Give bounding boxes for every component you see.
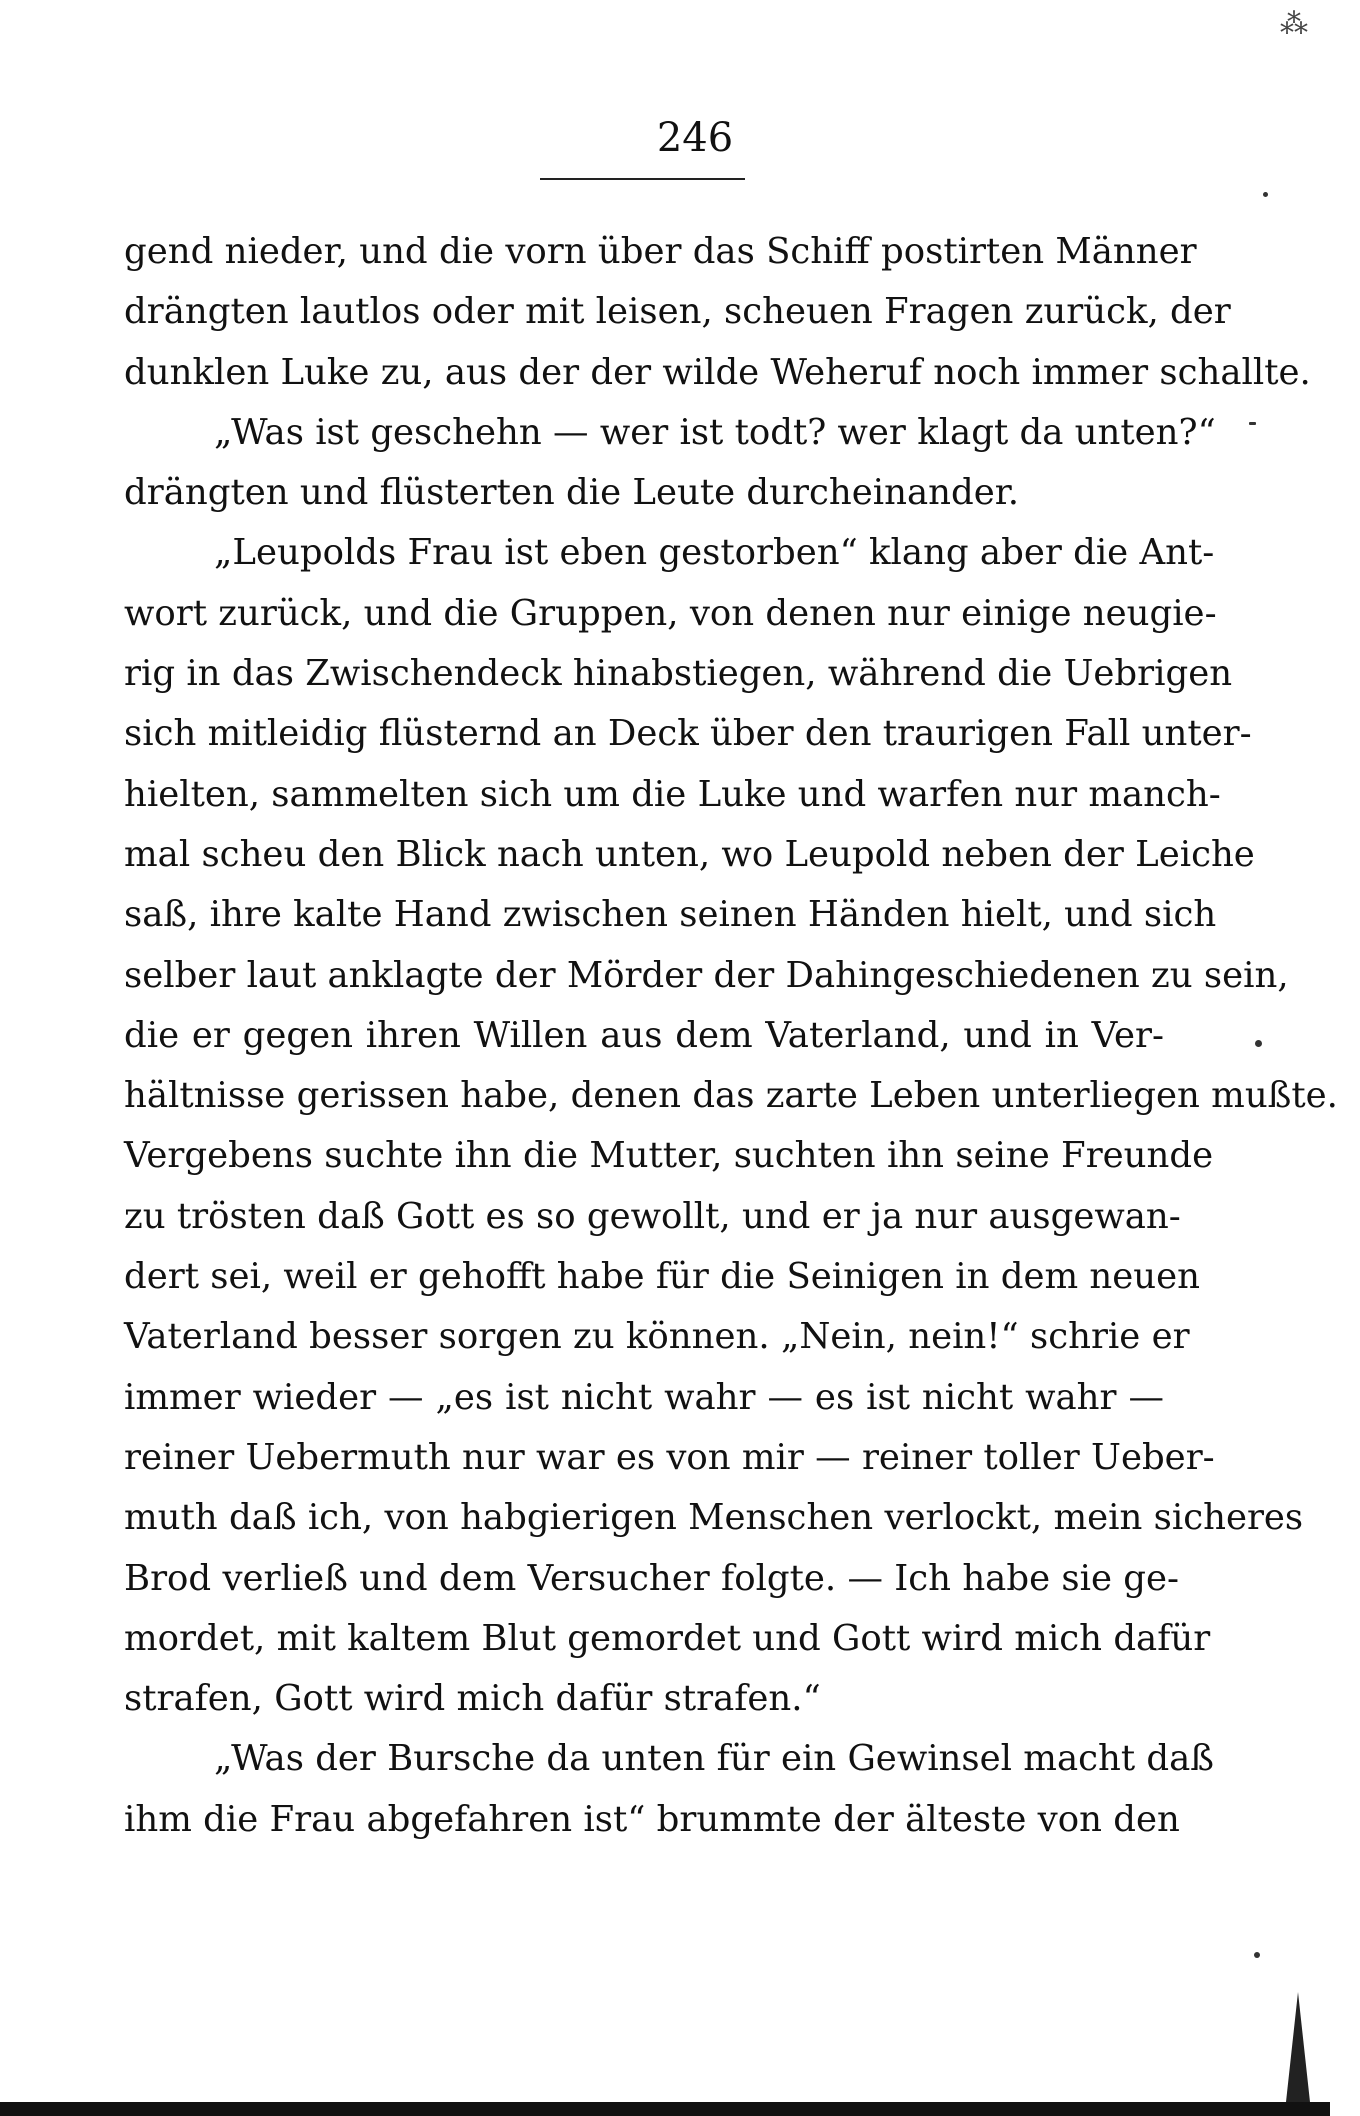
text-line: „Was ist geschehn — wer ist todt? wer klagt da unten?“: [214, 411, 1216, 453]
text-line: rig in das Zwischendeck hinabstiegen, während die Uebrigen: [124, 653, 1233, 695]
margin-speck: [1254, 1952, 1260, 1958]
text-line: saß, ihre kalte Hand zwischen seinen Händen hielt, und sich: [124, 894, 1217, 936]
text-line: reiner Uebermuth nur war es von mir — reiner toller Ueber-: [124, 1436, 1215, 1478]
text-line: drängten und flüsterten die Leute durcheinander.: [124, 472, 1020, 514]
text-line: drängten lautlos oder mit leisen, scheuen Fragen zurück, der: [124, 291, 1231, 333]
text-line: sich mitleidig flüsternd an Deck über den traurigen Fall unter-: [124, 713, 1252, 755]
text-line: hielten, sammelten sich um die Luke und warfen nur manch-: [124, 773, 1221, 815]
top-corner-ornament: ⁂: [1280, 7, 1308, 40]
text-line: muth daß ich, von habgierigen Menschen verlockt, mein sicheres: [124, 1497, 1304, 1539]
text-line: dunklen Luke zu, aus der der wilde Weheruf noch immer schallte.: [124, 351, 1311, 393]
text-line: zu trösten daß Gott es so gewollt, und er ja nur ausgewan-: [124, 1195, 1181, 1237]
header-rule: [540, 178, 745, 180]
text-line: gend nieder, und die vorn über das Schiff postirten Männer: [124, 231, 1197, 272]
text-line: ihm die Frau abgefahren ist“ brummte der älteste von den: [124, 1798, 1180, 1840]
text-line: „Was der Bursche da unten für ein Gewinsel macht daß: [214, 1738, 1215, 1780]
text-line: immer wieder — „es ist nicht wahr — es ist nicht wahr —: [124, 1376, 1164, 1418]
text-line: die er gegen ihren Willen aus dem Vaterland, und in Ver-: [124, 1014, 1164, 1056]
text-line: selber laut anklagte der Mörder der Dahingeschiedenen zu sein,: [124, 954, 1289, 996]
text-line: Vergebens suchte ihn die Mutter, suchten ihn seine Freunde: [124, 1135, 1214, 1177]
text-line: Vaterland besser sorgen zu können. „Nein, nein!“ schrie er: [124, 1316, 1190, 1358]
page-number: 246: [656, 115, 734, 161]
text-line: mordet, mit kaltem Blut gemordet und Gott wird mich dafür: [124, 1617, 1211, 1659]
text-line: Brod verließ und dem Versucher folgte. — Ich habe sie ge-: [124, 1557, 1179, 1599]
text-line: wort zurück, und die Gruppen, von denen nur einige neugie-: [124, 592, 1217, 634]
text-line: dert sei, weil er gehofft habe für die Seinigen in dem neuen: [124, 1256, 1201, 1298]
body-text: [124, 222, 1338, 1850]
bottom-corner-ornament: [1286, 1992, 1310, 2102]
text-line: hältnisse gerissen habe, denen das zarte Leben unterliegen mußte.: [124, 1075, 1338, 1117]
bottom-rule: [0, 2102, 1330, 2116]
text-line: strafen, Gott wird mich dafür strafen.“: [124, 1678, 821, 1720]
margin-speck: [1249, 422, 1256, 425]
margin-speck: [1263, 192, 1268, 197]
margin-speck: [1255, 1040, 1262, 1047]
text-line: mal scheu den Blick nach unten, wo Leupold neben der Leiche: [124, 833, 1255, 875]
text-line: „Leupolds Frau ist eben gestorben“ klang aber die Ant-: [214, 532, 1215, 574]
